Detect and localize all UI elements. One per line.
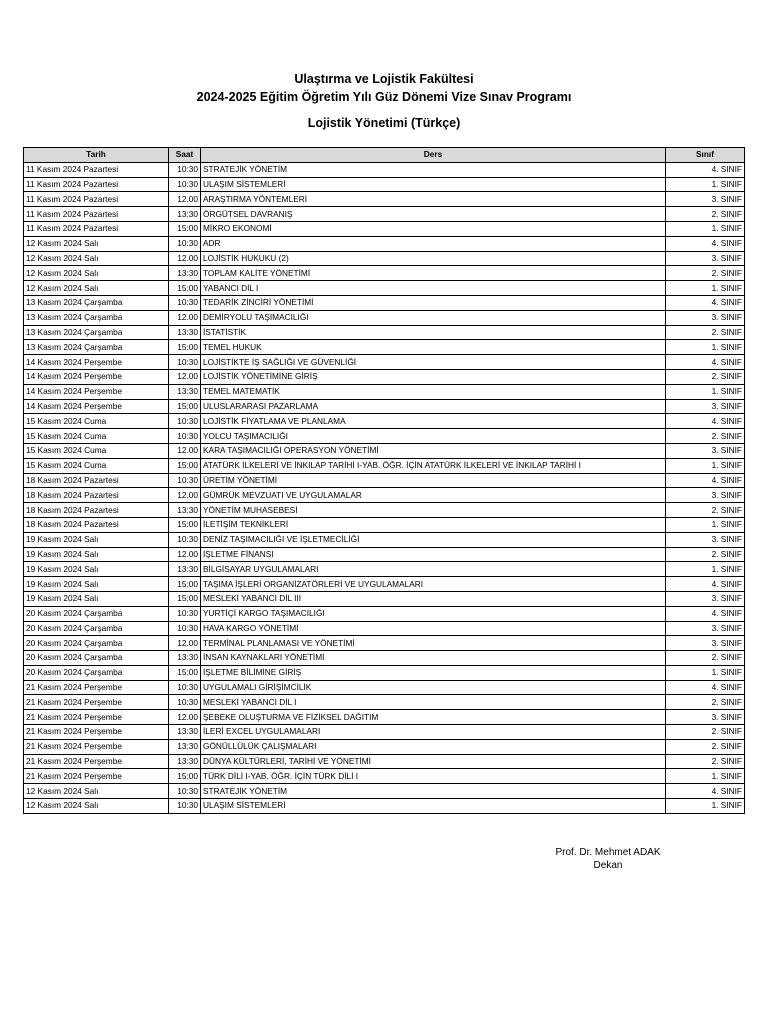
cell-class: 2. SINIF	[666, 725, 745, 740]
table-body	[24, 162, 745, 813]
cell-date: 19 Kasım 2024 Salı	[24, 591, 169, 606]
table-row	[24, 281, 745, 296]
cell-time: 12.00	[169, 192, 201, 207]
table-row	[24, 710, 745, 725]
table-row	[24, 799, 745, 814]
cell-date: 18 Kasım 2024 Pazartesi	[24, 473, 169, 488]
cell-course: LOJİSTİK HUKUKU (2)	[201, 251, 666, 266]
cell-time: 10:30	[169, 680, 201, 695]
cell-class: 1. SINIF	[666, 221, 745, 236]
table-row	[24, 562, 745, 577]
cell-date: 18 Kasım 2024 Pazartesi	[24, 517, 169, 532]
cell-time: 13:30	[169, 503, 201, 518]
cell-date: 21 Kasım 2024 Perşembe	[24, 725, 169, 740]
cell-course: DENİZ TAŞIMACILIĞI VE İŞLETMECİLİĞİ	[201, 532, 666, 547]
cell-class: 2. SINIF	[666, 369, 745, 384]
cell-course: YOLCU TAŞIMACILIĞI	[201, 429, 666, 444]
column-header-sinif: Sınıf	[666, 148, 745, 163]
cell-class: 2. SINIF	[666, 503, 745, 518]
table-row	[24, 606, 745, 621]
cell-time: 15:00	[169, 591, 201, 606]
cell-date: 11 Kasım 2024 Pazartesi	[24, 207, 169, 222]
column-header-tarih: Tarih	[24, 148, 169, 163]
table-row	[24, 739, 745, 754]
cell-class: 1. SINIF	[666, 281, 745, 296]
cell-course: İLERİ EXCEL UYGULAMALARI	[201, 725, 666, 740]
cell-class: 4. SINIF	[666, 680, 745, 695]
table-row	[24, 162, 745, 177]
cell-class: 1. SINIF	[666, 384, 745, 399]
cell-class: 3. SINIF	[666, 310, 745, 325]
cell-course: TEDARİK ZİNCİRİ YÖNETİMİ	[201, 295, 666, 310]
column-header-saat: Saat	[169, 148, 201, 163]
table-row	[24, 725, 745, 740]
cell-course: HAVA KARGO YÖNETİMİ	[201, 621, 666, 636]
cell-date: 20 Kasım 2024 Çarşamba	[24, 621, 169, 636]
cell-class: 3. SINIF	[666, 488, 745, 503]
cell-time: 10:30	[169, 473, 201, 488]
table-row	[24, 784, 745, 799]
cell-date: 19 Kasım 2024 Salı	[24, 547, 169, 562]
cell-time: 13:30	[169, 384, 201, 399]
cell-date: 12 Kasım 2024 Salı	[24, 236, 169, 251]
cell-course: DÜNYA KÜLTÜRLERİ, TARİHİ VE YÖNETİMİ	[201, 754, 666, 769]
cell-course: ŞEBEKE OLUŞTURMA VE FİZİKSEL DAĞITIM	[201, 710, 666, 725]
cell-date: 21 Kasım 2024 Perşembe	[24, 695, 169, 710]
cell-time: 10:30	[169, 784, 201, 799]
cell-time: 13:30	[169, 754, 201, 769]
cell-course: YURTİÇİ KARGO TAŞIMACILIĞI	[201, 606, 666, 621]
cell-time: 15:00	[169, 769, 201, 784]
cell-date: 12 Kasım 2024 Salı	[24, 266, 169, 281]
cell-date: 15 Kasım 2024 Cuma	[24, 414, 169, 429]
cell-date: 18 Kasım 2024 Pazartesi	[24, 488, 169, 503]
table-row	[24, 355, 745, 370]
cell-course: ULUSLARARASI PAZARLAMA	[201, 399, 666, 414]
cell-class: 2. SINIF	[666, 429, 745, 444]
cell-time: 10:30	[169, 355, 201, 370]
cell-time: 12.00	[169, 636, 201, 651]
cell-date: 14 Kasım 2024 Perşembe	[24, 355, 169, 370]
table-row	[24, 577, 745, 592]
cell-course: TAŞIMA İŞLERİ ORGANİZATÖRLERİ VE UYGULAMALARI	[201, 577, 666, 592]
cell-date: 20 Kasım 2024 Çarşamba	[24, 606, 169, 621]
cell-date: 12 Kasım 2024 Salı	[24, 799, 169, 814]
cell-class: 3. SINIF	[666, 636, 745, 651]
cell-time: 15:00	[169, 458, 201, 473]
cell-time: 10:30	[169, 429, 201, 444]
cell-time: 13:30	[169, 325, 201, 340]
cell-course: MESLEKİ YABANCI DİL III	[201, 591, 666, 606]
cell-time: 10:30	[169, 295, 201, 310]
cell-course: İŞLETME FİNANSI	[201, 547, 666, 562]
cell-course: ATATÜRK İLKELERİ VE İNKILAP TARİHİ I-YAB. ÖĞR. İÇİN ATATÜRK İLKELERİ VE İNKILAP TARİHİ I	[201, 458, 666, 473]
table-row	[24, 547, 745, 562]
cell-course: ÜRETİM YÖNETİMİ	[201, 473, 666, 488]
cell-time: 10:30	[169, 532, 201, 547]
cell-class: 1. SINIF	[666, 177, 745, 192]
cell-date: 13 Kasım 2024 Çarşamba	[24, 295, 169, 310]
cell-date: 15 Kasım 2024 Cuma	[24, 458, 169, 473]
cell-time: 13:30	[169, 562, 201, 577]
table-row	[24, 207, 745, 222]
cell-class: 4. SINIF	[666, 784, 745, 799]
cell-time: 12.00	[169, 488, 201, 503]
table-row	[24, 369, 745, 384]
cell-course: LOJİSTİKTE İŞ SAĞLIĞI VE GÜVENLİĞİ	[201, 355, 666, 370]
cell-class: 3. SINIF	[666, 532, 745, 547]
cell-class: 3. SINIF	[666, 621, 745, 636]
table-row	[24, 236, 745, 251]
cell-time: 10:30	[169, 162, 201, 177]
table-row	[24, 429, 745, 444]
cell-date: 19 Kasım 2024 Salı	[24, 532, 169, 547]
cell-date: 14 Kasım 2024 Perşembe	[24, 384, 169, 399]
table-row	[24, 473, 745, 488]
cell-date: 13 Kasım 2024 Çarşamba	[24, 340, 169, 355]
cell-time: 10:30	[169, 606, 201, 621]
cell-course: TERMİNAL PLANLAMASI VE YÖNETİMİ	[201, 636, 666, 651]
cell-time: 10:30	[169, 621, 201, 636]
table-row	[24, 532, 745, 547]
cell-course: ULAŞIM SİSTEMLERİ	[201, 799, 666, 814]
table-row	[24, 295, 745, 310]
cell-class: 3. SINIF	[666, 591, 745, 606]
cell-course: YABANCI DİL I	[201, 281, 666, 296]
cell-class: 2. SINIF	[666, 266, 745, 281]
cell-class: 1. SINIF	[666, 769, 745, 784]
cell-time: 15:00	[169, 340, 201, 355]
cell-class: 2. SINIF	[666, 739, 745, 754]
table-row	[24, 310, 745, 325]
table-row	[24, 325, 745, 340]
cell-class: 1. SINIF	[666, 517, 745, 532]
cell-date: 18 Kasım 2024 Pazartesi	[24, 503, 169, 518]
cell-class: 4. SINIF	[666, 606, 745, 621]
cell-date: 19 Kasım 2024 Salı	[24, 577, 169, 592]
cell-time: 12.00	[169, 710, 201, 725]
cell-time: 13:30	[169, 266, 201, 281]
signatory-title: Dekan	[593, 860, 623, 871]
cell-class: 4. SINIF	[666, 162, 745, 177]
cell-time: 15:00	[169, 665, 201, 680]
cell-time: 10:30	[169, 414, 201, 429]
table-row	[24, 384, 745, 399]
cell-course: ULAŞIM SİSTEMLERİ	[201, 177, 666, 192]
cell-date: 12 Kasım 2024 Salı	[24, 251, 169, 266]
table-row	[24, 399, 745, 414]
cell-course: ADR	[201, 236, 666, 251]
cell-course: GÜMRÜK MEVZUATI VE UYGULAMALAR	[201, 488, 666, 503]
cell-date: 13 Kasım 2024 Çarşamba	[24, 325, 169, 340]
table-row	[24, 340, 745, 355]
cell-time: 13:30	[169, 207, 201, 222]
exam-schedule-table	[23, 147, 745, 814]
cell-time: 15:00	[169, 281, 201, 296]
cell-time: 10:30	[169, 236, 201, 251]
cell-date: 21 Kasım 2024 Perşembe	[24, 739, 169, 754]
table-row	[24, 695, 745, 710]
cell-time: 15:00	[169, 399, 201, 414]
cell-class: 1. SINIF	[666, 799, 745, 814]
cell-date: 11 Kasım 2024 Pazartesi	[24, 221, 169, 236]
cell-class: 1. SINIF	[666, 340, 745, 355]
cell-date: 19 Kasım 2024 Salı	[24, 562, 169, 577]
cell-course: İSTATİSTİK	[201, 325, 666, 340]
table-row	[24, 680, 745, 695]
cell-course: TEMEL MATEMATİK	[201, 384, 666, 399]
cell-course: STRATEJİK YÖNETİM	[201, 784, 666, 799]
table-row	[24, 458, 745, 473]
cell-class: 2. SINIF	[666, 695, 745, 710]
cell-course: TOPLAM KALİTE YÖNETİMİ	[201, 266, 666, 281]
cell-date: 12 Kasım 2024 Salı	[24, 784, 169, 799]
cell-class: 4. SINIF	[666, 355, 745, 370]
cell-class: 3. SINIF	[666, 710, 745, 725]
cell-class: 2. SINIF	[666, 207, 745, 222]
cell-course: MİKRO EKONOMİ	[201, 221, 666, 236]
table-row	[24, 177, 745, 192]
cell-time: 12.00	[169, 251, 201, 266]
table-row	[24, 636, 745, 651]
cell-course: TEMEL HUKUK	[201, 340, 666, 355]
table-row	[24, 754, 745, 769]
header-row	[24, 148, 745, 163]
cell-time: 12.00	[169, 369, 201, 384]
cell-class: 4. SINIF	[666, 236, 745, 251]
cell-course: DEMİRYOLU TAŞIMACILIĞI	[201, 310, 666, 325]
cell-class: 3. SINIF	[666, 443, 745, 458]
cell-class: 2. SINIF	[666, 651, 745, 666]
cell-course: YÖNETİM MUHASEBESİ	[201, 503, 666, 518]
cell-date: 21 Kasım 2024 Perşembe	[24, 680, 169, 695]
signatory-name: Prof. Dr. Mehmet ADAK	[555, 847, 661, 858]
cell-class: 3. SINIF	[666, 251, 745, 266]
cell-class: 4. SINIF	[666, 295, 745, 310]
cell-date: 11 Kasım 2024 Pazartesi	[24, 177, 169, 192]
cell-course: TÜRK DİLİ I-YAB. ÖĞR. İÇİN TÜRK DİLİ I	[201, 769, 666, 784]
cell-date: 20 Kasım 2024 Çarşamba	[24, 665, 169, 680]
cell-class: 4. SINIF	[666, 473, 745, 488]
cell-class: 1. SINIF	[666, 665, 745, 680]
cell-time: 10:30	[169, 799, 201, 814]
cell-course: BİLGİSAYAR UYGULAMALARI	[201, 562, 666, 577]
table-row	[24, 266, 745, 281]
faculty-title: Ulaştırma ve Lojistik Fakültesi	[294, 72, 474, 86]
cell-date: 13 Kasım 2024 Çarşamba	[24, 310, 169, 325]
cell-date: 14 Kasım 2024 Perşembe	[24, 399, 169, 414]
table-row	[24, 621, 745, 636]
cell-date: 11 Kasım 2024 Pazartesi	[24, 192, 169, 207]
cell-course: İLETİŞİM TEKNİKLERİ	[201, 517, 666, 532]
cell-time: 15:00	[169, 221, 201, 236]
cell-course: UYGULAMALI GİRİŞİMCİLİK	[201, 680, 666, 695]
cell-time: 13:30	[169, 739, 201, 754]
cell-time: 10:30	[169, 177, 201, 192]
cell-date: 14 Kasım 2024 Perşembe	[24, 369, 169, 384]
cell-course: STRATEJİK YÖNETİM	[201, 162, 666, 177]
table-row	[24, 414, 745, 429]
cell-class: 2. SINIF	[666, 754, 745, 769]
table-row	[24, 443, 745, 458]
cell-date: 20 Kasım 2024 Çarşamba	[24, 636, 169, 651]
cell-class: 1. SINIF	[666, 458, 745, 473]
cell-time: 12.00	[169, 443, 201, 458]
cell-date: 20 Kasım 2024 Çarşamba	[24, 651, 169, 666]
cell-course: LOJİSTİK YÖNETİMİNE GİRİŞ	[201, 369, 666, 384]
cell-course: ARAŞTIRMA YÖNTEMLERİ	[201, 192, 666, 207]
cell-course: MESLEKİ YABANCI DİL I	[201, 695, 666, 710]
cell-class: 4. SINIF	[666, 577, 745, 592]
table-row	[24, 517, 745, 532]
table-header	[24, 148, 745, 163]
cell-course: İNSAN KAYNAKLARI YÖNETİMİ	[201, 651, 666, 666]
cell-time: 13:30	[169, 725, 201, 740]
table-row	[24, 665, 745, 680]
signature-block	[520, 846, 696, 872]
cell-time: 12.00	[169, 547, 201, 562]
cell-date: 15 Kasım 2024 Cuma	[24, 429, 169, 444]
cell-class: 3. SINIF	[666, 192, 745, 207]
table-row	[24, 251, 745, 266]
cell-time: 10:30	[169, 695, 201, 710]
cell-date: 15 Kasım 2024 Cuma	[24, 443, 169, 458]
exam-program-title: 2024-2025 Eğitim Öğretim Yılı Güz Dönemi Vize Sınav Programı	[196, 90, 572, 104]
cell-time: 13:30	[169, 651, 201, 666]
cell-course: ÖRGÜTSEL DAVRANIŞ	[201, 207, 666, 222]
table-row	[24, 221, 745, 236]
cell-date: 21 Kasım 2024 Perşembe	[24, 769, 169, 784]
table-row	[24, 488, 745, 503]
cell-time: 15:00	[169, 517, 201, 532]
cell-time: 15:00	[169, 577, 201, 592]
cell-class: 1. SINIF	[666, 562, 745, 577]
column-header-ders: Ders	[201, 148, 666, 163]
cell-date: 21 Kasım 2024 Perşembe	[24, 754, 169, 769]
table-row	[24, 591, 745, 606]
cell-time: 12.00	[169, 310, 201, 325]
cell-class: 3. SINIF	[666, 399, 745, 414]
department-title: Lojistik Yönetimi (Türkçe)	[307, 116, 461, 130]
cell-class: 2. SINIF	[666, 547, 745, 562]
cell-date: 12 Kasım 2024 Salı	[24, 281, 169, 296]
cell-course: GÖNÜLLÜLÜK ÇALIŞMALARI	[201, 739, 666, 754]
cell-course: LOJİSTİK FİYATLAMA VE PLANLAMA	[201, 414, 666, 429]
table-row	[24, 651, 745, 666]
table-row	[24, 769, 745, 784]
cell-class: 2. SINIF	[666, 325, 745, 340]
cell-class: 4. SINIF	[666, 414, 745, 429]
cell-date: 11 Kasım 2024 Pazartesi	[24, 162, 169, 177]
cell-course: İŞLETME BİLİMİNE GİRİŞ	[201, 665, 666, 680]
cell-date: 21 Kasım 2024 Perşembe	[24, 710, 169, 725]
table-row	[24, 503, 745, 518]
table-row	[24, 192, 745, 207]
cell-course: KARA TAŞIMACILIĞI OPERASYON YÖNETİMİ	[201, 443, 666, 458]
